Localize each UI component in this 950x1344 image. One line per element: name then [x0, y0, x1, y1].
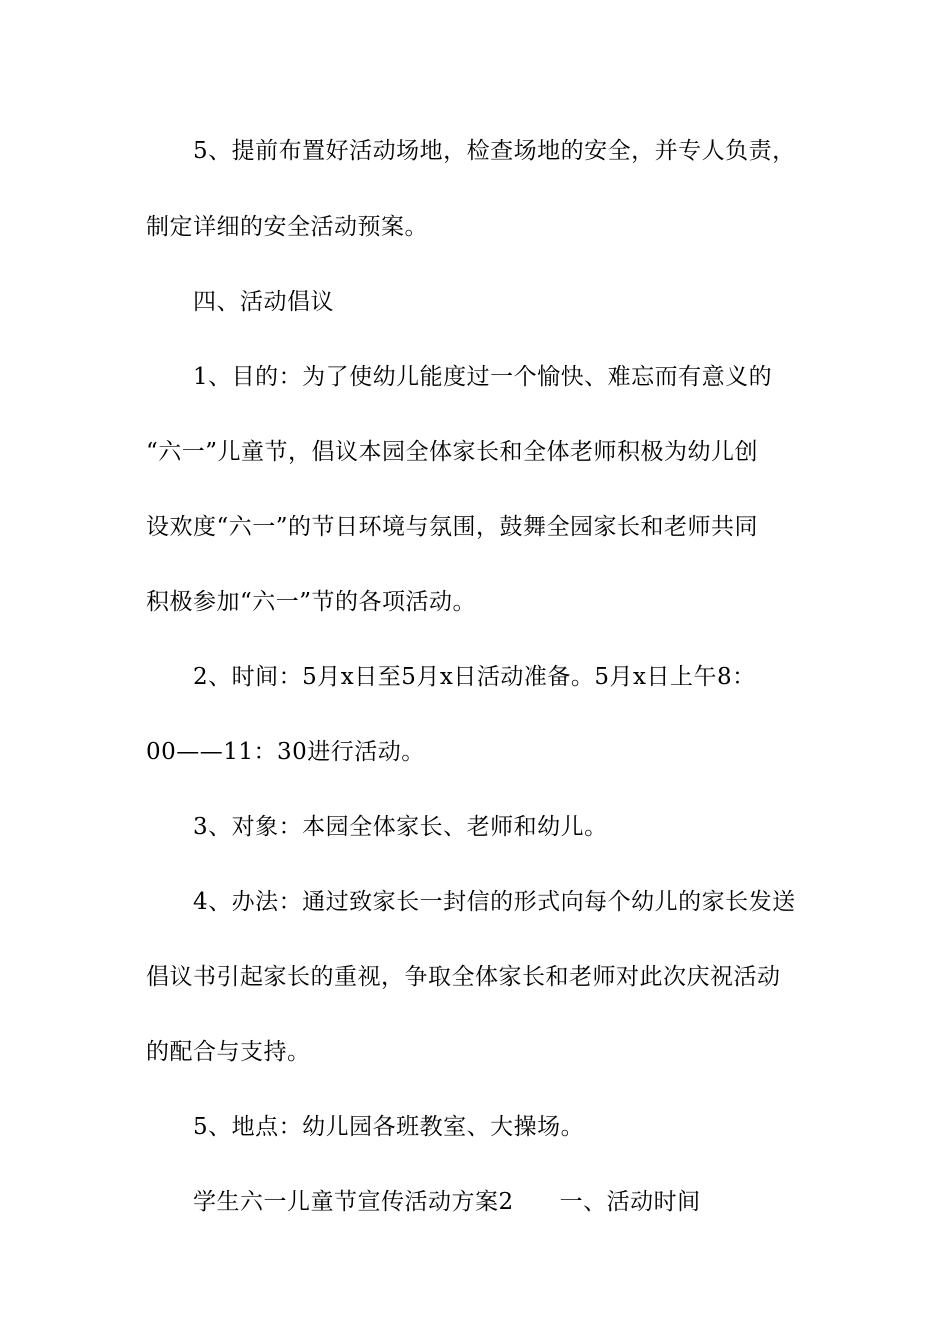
paragraph-line: 1、目的：为了使幼儿能度过一个愉快、难忘而有意义的 — [193, 364, 773, 390]
paragraph-line: 2、时间：5月x日至5月x日活动准备。5月x日上午8： — [193, 664, 756, 690]
section-heading: 四、活动倡议 — [193, 289, 334, 315]
paragraph-line: 的配合与支持。 — [146, 1039, 311, 1065]
paragraph-line: 积极参加“六一”节的各项活动。 — [146, 589, 477, 615]
paragraph-line: 00——11：30进行活动。 — [146, 739, 425, 765]
paragraph-line: 5、地点：幼儿园各班教室、大操场。 — [193, 1114, 585, 1140]
section-heading: 一、活动时间 — [559, 1189, 701, 1215]
paragraph-line: 3、对象：本园全体家长、老师和幼儿。 — [193, 814, 608, 840]
paragraph-line: 制定详细的安全活动预案。 — [146, 214, 428, 240]
document-heading: 学生六一儿童节宣传活动方案2 — [193, 1189, 514, 1215]
paragraph-line: 4、办法：通过致家长一封信的形式向每个幼儿的家长发送 — [193, 889, 796, 915]
paragraph-line: 5、提前布置好活动场地，检查场地的安全，并专人负责， — [193, 138, 796, 164]
paragraph-line: “六一”儿童节，倡议本园全体家长和全体老师积极为幼儿创 — [146, 439, 759, 465]
paragraph-line: 设欢度“六一”的节日环境与氛围，鼓舞全园家长和老师共同 — [146, 514, 759, 540]
paragraph-line: 倡议书引起家长的重视，争取全体家长和老师对此次庆祝活动 — [146, 964, 781, 990]
heading-line — [193, 1187, 701, 1217]
